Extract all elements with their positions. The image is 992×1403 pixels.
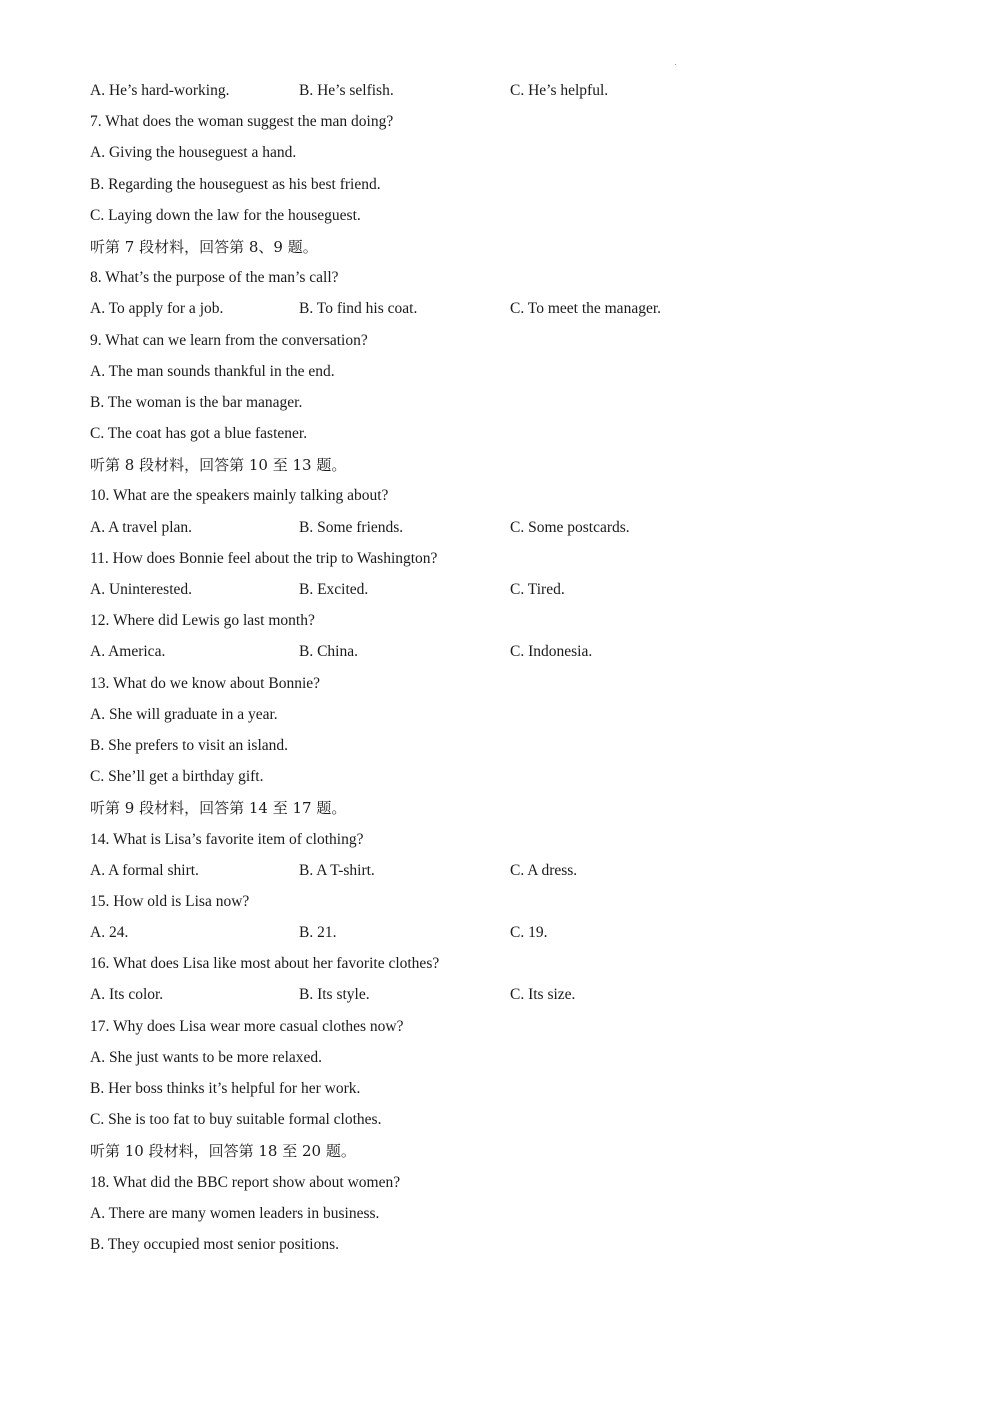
option-text: A. She just wants to be more relaxed. <box>90 1048 323 1066</box>
question-text: 15. How old is Lisa now? <box>90 892 250 910</box>
question-text: 18. What did the BBC report show about women? <box>90 1173 401 1191</box>
option-a: A. A travel plan. <box>90 518 193 536</box>
option-c: C. Tired. <box>510 581 565 598</box>
option-row <box>90 516 910 547</box>
option-text: A. The man sounds thankful in the end. <box>90 362 335 380</box>
question-text: 9. What can we learn from the conversation? <box>90 331 368 349</box>
option-b: B. A T-shirt. <box>299 861 375 879</box>
option-c: C. A dress. <box>510 861 578 879</box>
section-instruction: 听第 9 段材料，回答第 14 至 17 题。 <box>90 799 347 818</box>
option-text: B. She prefers to visit an island. <box>90 736 289 754</box>
option-text: B. The woman is the bar manager. <box>90 393 303 411</box>
option-a: A. He’s hard-working. <box>90 82 230 99</box>
option-c: C. To meet the manager. <box>510 300 662 318</box>
option-c: C. Indonesia. <box>510 643 593 661</box>
option-a: A. Its color. <box>90 986 164 1004</box>
question-text: 16. What does Lisa like most about her favorite clothes? <box>90 955 440 973</box>
option-b: B. 21. <box>299 924 337 942</box>
question-text: 7. What does the woman suggest the man doing? <box>90 113 394 131</box>
option-b: B. China. <box>299 643 358 661</box>
stray-mark <box>675 64 676 65</box>
question-text: 11. How does Bonnie feel about the trip to Washington? <box>90 549 438 567</box>
option-text: A. Giving the houseguest a hand. <box>90 144 297 162</box>
section-instruction: 听第 7 段材料，回答第 8、9 题。 <box>90 237 318 256</box>
option-text: B. Her boss thinks it’s helpful for her work. <box>90 1080 361 1097</box>
option-a: A. To apply for a job. <box>90 300 224 318</box>
option-a: A. A formal shirt. <box>90 861 199 879</box>
option-text: C. Laying down the law for the houseguest. <box>90 206 361 224</box>
question-text: 13. What do we know about Bonnie? <box>90 674 321 692</box>
section-instruction: 听第 8 段材料，回答第 10 至 13 题。 <box>90 456 347 475</box>
option-row <box>90 859 910 890</box>
option-c: C. Some postcards. <box>510 518 630 536</box>
exam-page-content <box>90 79 910 1264</box>
option-text: A. She will graduate in a year. <box>90 705 278 723</box>
option-c: C. He’s helpful. <box>510 82 609 99</box>
option-row <box>90 921 910 952</box>
question-text: 8. What’s the purpose of the man’s call? <box>90 269 339 287</box>
option-text: C. She is too fat to buy suitable formal clothes. <box>90 1111 382 1129</box>
question-text: 17. Why does Lisa wear more casual clothes now? <box>90 1017 404 1035</box>
option-a: A. America. <box>90 643 166 661</box>
question-text: 14. What is Lisa’s favorite item of clothing? <box>90 830 364 848</box>
option-text: C. She’ll get a birthday gift. <box>90 768 264 786</box>
question-text: 10. What are the speakers mainly talking about? <box>90 487 389 505</box>
option-row <box>90 79 910 110</box>
option-text: B. Regarding the houseguest as his best friend. <box>90 175 381 193</box>
option-b: B. Excited. <box>299 581 369 598</box>
option-b: B. To find his coat. <box>299 300 418 318</box>
option-row <box>90 297 910 328</box>
option-row <box>90 578 910 609</box>
option-b: B. Some friends. <box>299 518 404 536</box>
option-a: A. Uninterested. <box>90 581 193 598</box>
section-instruction: 听第 10 段材料，回答第 18 至 20 题。 <box>90 1142 356 1161</box>
option-text: A. There are many women leaders in business. <box>90 1204 380 1222</box>
option-c: C. 19. <box>510 924 548 942</box>
option-a: A. 24. <box>90 924 129 942</box>
option-row <box>90 983 910 1014</box>
option-text: B. They occupied most senior positions. <box>90 1235 339 1253</box>
option-c: C. Its size. <box>510 986 576 1004</box>
option-text: C. The coat has got a blue fastener. <box>90 425 308 443</box>
option-row <box>90 640 910 671</box>
question-text: 12. Where did Lewis go last month? <box>90 612 315 630</box>
option-b: B. Its style. <box>299 986 370 1004</box>
option-b: B. He’s selfish. <box>299 82 394 99</box>
